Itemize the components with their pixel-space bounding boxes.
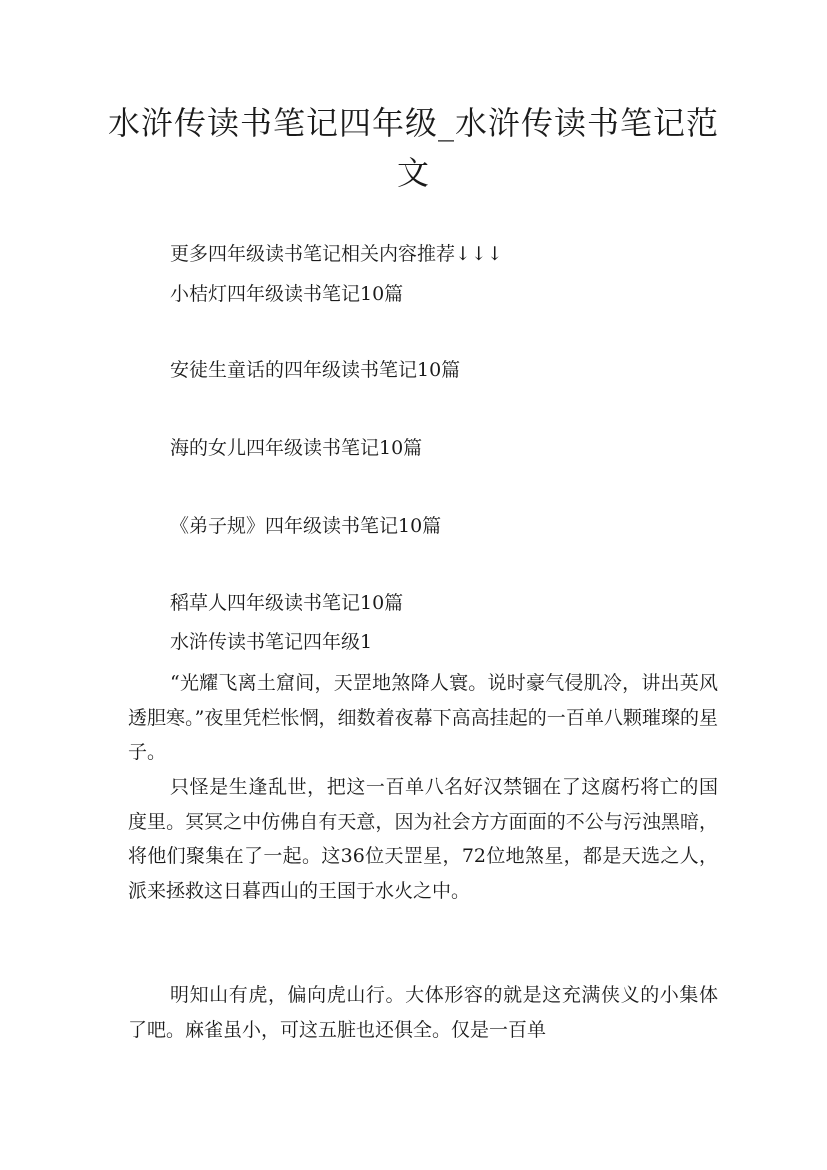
recommend-link-1[interactable]: 小桔灯四年级读书笔记10篇: [170, 283, 404, 305]
recommend-header: 更多四年级读书笔记相关内容推荐↓↓↓: [170, 243, 503, 265]
recommend-link-4[interactable]: 《弟子规》四年级读书笔记10篇: [170, 515, 442, 537]
recommend-link-3[interactable]: 海的女儿四年级读书笔记10篇: [170, 437, 423, 459]
body-paragraph-3: 明知山有虎，偏向虎山行。大体形容的就是这充满侠义的小集体了吧。麻雀虽小，可这五脏也还俱全。仅是一百单: [128, 984, 718, 1041]
body-paragraph-2: 只怪是生逢乱世，把这一百单八名好汉禁锢在了这腐朽将亡的国度里。冥冥之中仿佛自有天意，因为社会方方面面的不公与污浊黑暗，将他们聚集在了一起。这36位天罡星，72位地煞星，都是天选之人，派来拯救这日暮西山的王国于水火之中。: [128, 776, 718, 902]
section-heading: 水浒传读书笔记四年级1: [170, 631, 373, 653]
body-paragraph-1: “光耀飞离土窟间，天罡地煞降人寰。说时豪气侵肌冷，讲出英风透胆寒。”夜里凭栏怅惘，细数着夜幕下高高挂起的一百单八颗璀璨的星子。: [128, 672, 718, 764]
recommend-link-2[interactable]: 安徒生童话的四年级读书笔记10篇: [170, 359, 461, 381]
title-line-2: 文: [396, 154, 430, 192]
document-title: [100, 98, 727, 198]
title-line-1: 水浒传读书笔记四年级_水浒传读书笔记范: [107, 104, 719, 142]
recommend-link-5[interactable]: 稻草人四年级读书笔记10篇: [170, 592, 404, 614]
